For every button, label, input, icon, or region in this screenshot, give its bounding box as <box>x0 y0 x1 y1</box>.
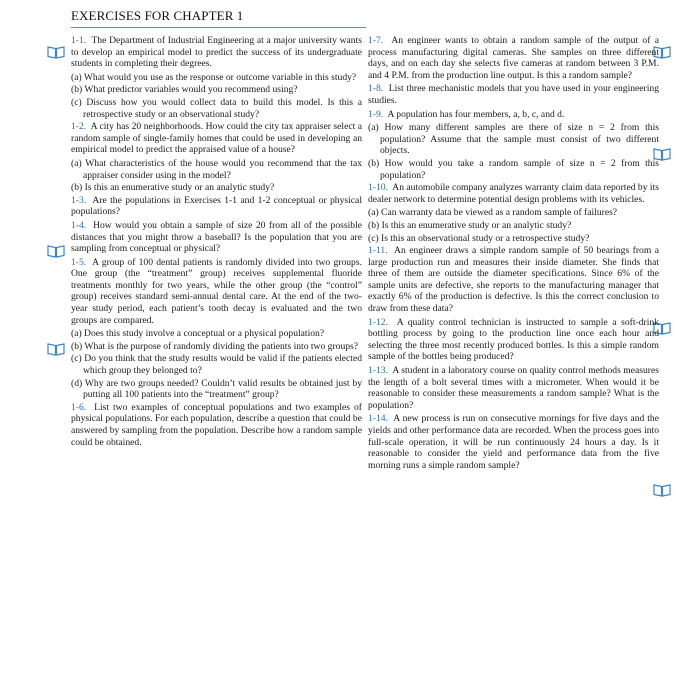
exercise-text: A group of 100 dental patients is randomly divided into two groups. One group (the “treatment” group) receives supplemental fluoride treatments monthly for two years, while the other group (the “control” group) receives standard semi-annual dental care. At the end of the two-year study period, each patient’s tooth decay is evaluated and the two groups are compared. <box>71 256 362 326</box>
title-rule <box>71 27 366 28</box>
exercise-part: (c) Is this an observational study or a retrospective study? <box>368 232 590 244</box>
exercise <box>71 220 362 255</box>
exercise-text: List two examples of conceptual populations and two examples of physical populations. For each population, describe a question that could be answered by sampling from the population. Describe how a random sample could be obtained. <box>71 401 362 448</box>
right-column <box>368 35 659 473</box>
exercise-number: 1-11. <box>368 245 388 257</box>
exercise-number: 1-9. <box>368 108 384 120</box>
exercise-part: (b) Is this an enumerative study or an analytic study? <box>368 219 572 231</box>
exercise <box>71 402 362 448</box>
left-column <box>71 35 362 450</box>
exercise-number: 1-6. <box>71 401 87 413</box>
exercise <box>368 245 659 315</box>
exercise <box>71 35 362 70</box>
exercise-text: The Department of Industrial Engineering at a major university wants to develop an empirical model to predict the success of its undergraduate students in completing their degrees. <box>71 35 362 70</box>
exercise-number: 1-7. <box>368 35 384 46</box>
exercise-text: An engineer draws a simple random sample of 50 bearings from a large production run and measures their inside diameter. She finds that three of them are outside the diameter specifications. Since 6% of the sample units are defective, she reports to the manufacturing manager that exactly 6% of the production is defective. Is this the correct conclusion to draw from these data? <box>368 245 659 315</box>
exercise <box>368 365 659 411</box>
exercise <box>368 83 659 106</box>
exercise-number: 1-10. <box>368 182 388 194</box>
exercise-number: 1-14. <box>368 413 388 425</box>
exercise-text: An automobile company analyzes warranty claim data reported by its dealer network to determine potential design problems with its vehicles. <box>368 182 659 205</box>
exercise <box>71 195 362 218</box>
exercise <box>368 413 659 471</box>
exercise-part: (b) What is the purpose of randomly dividing the patients into two groups? <box>71 340 359 352</box>
book-icon <box>47 342 65 356</box>
exercise-number: 1-5. <box>71 256 87 268</box>
exercise-part: (d) Why are two groups needed? Couldn’t valid results be obtained just by putting all 100 patients into the “treatment” group? <box>71 377 362 401</box>
book-icon <box>47 45 65 59</box>
exercise-part: (b) How would you take a random sample of size n = 2 from this population? <box>368 157 659 181</box>
exercise <box>71 121 362 156</box>
exercise-number: 1-12. <box>368 316 388 328</box>
exercise-number: 1-13. <box>368 365 388 377</box>
exercise-number: 1-4. <box>71 219 87 231</box>
exercise-text: A student in a laboratory course on quality control methods measures the length of a bolt several times with a micrometer. When would it be reasonable to consider these measurements a random sample? What is the population? <box>368 365 659 411</box>
exercise-text: A quality control technician is instructed to sample a soft-drink bottling process by going to the production line once each hour and selecting the three most recently produced bottles. Is this a simple random sample of the bottles being produced? <box>368 316 659 363</box>
exercise <box>71 257 362 327</box>
exercise-number: 1-2. <box>71 121 87 133</box>
exercise-part: (a) Can warranty data be viewed as a random sample of failures? <box>368 207 618 219</box>
book-icon <box>653 483 671 497</box>
exercise-text: A city has 20 neighborhoods. How could the city tax appraiser select a random sample of single-family homes that could be used in developing an empirical model to predict the appraised value of a house? <box>71 121 362 156</box>
exercise-part: (a) What would you use as the response or outcome variable in this study? <box>71 71 357 83</box>
exercise-part: (a) Does this study involve a conceptual or a physical population? <box>71 328 325 340</box>
exercise-part: (b) Is this an enumerative study or an analytic study? <box>71 182 275 194</box>
exercise-text: An engineer wants to obtain a random sample of the output of a process manufacturing digital cameras. She samples on three different days, and on each day she selects five cameras at random between 3 P.M. and 4 P.M. from the production line output. Is this a random sample? <box>368 35 659 81</box>
exercise-part: (b) What predictor variables would you recommend using? <box>71 84 298 96</box>
exercise-text: List three mechanistic models that you have used in your engineering studies. <box>368 83 659 106</box>
chapter-title: EXERCISES FOR CHAPTER 1 <box>71 8 244 23</box>
exercise <box>368 35 659 81</box>
exercise-number: 1-1. <box>71 35 87 46</box>
book-icon <box>47 244 65 258</box>
exercise-number: 1-8. <box>368 83 384 95</box>
exercise-part: (a) How many different samples are there of size n = 2 from this population? Assume that the sample must consist of two different objects. <box>368 122 659 157</box>
exercise <box>368 317 659 363</box>
exercise-text: How would you obtain a sample of size 20 from all of the possible distances that you might throw a baseball? Is the population that you are sampling from conceptual or physical? <box>71 219 363 255</box>
exercise-text: Are the populations in Exercises 1-1 and 1-2 conceptual or physical populations? <box>71 194 362 218</box>
exercise <box>368 109 659 121</box>
exercise-text: A new process is run on consecutive mornings for five days and the yields and other performance data are recorded. When the process goes into full-scale operation, it will be run continuously 24 hours a day. Is it reasonable to consider the yield and performance data from the five morning runs a simple random sample? <box>368 413 659 471</box>
exercise-part: (c) Discuss how you would collect data to build this model. Is this a retrospective study or an observational study? <box>71 96 362 120</box>
exercise <box>368 182 659 205</box>
exercise-text: A population has four members, a, b, c, and d. <box>387 108 565 120</box>
exercise-part: (a) What characteristics of the house would you recommend that the tax appraiser consider using in the model? <box>71 157 362 181</box>
exercise-part: (c) Do you think that the study results would be valid if the patients elected which group they belonged to? <box>71 353 362 377</box>
exercise-number: 1-3. <box>71 194 87 206</box>
